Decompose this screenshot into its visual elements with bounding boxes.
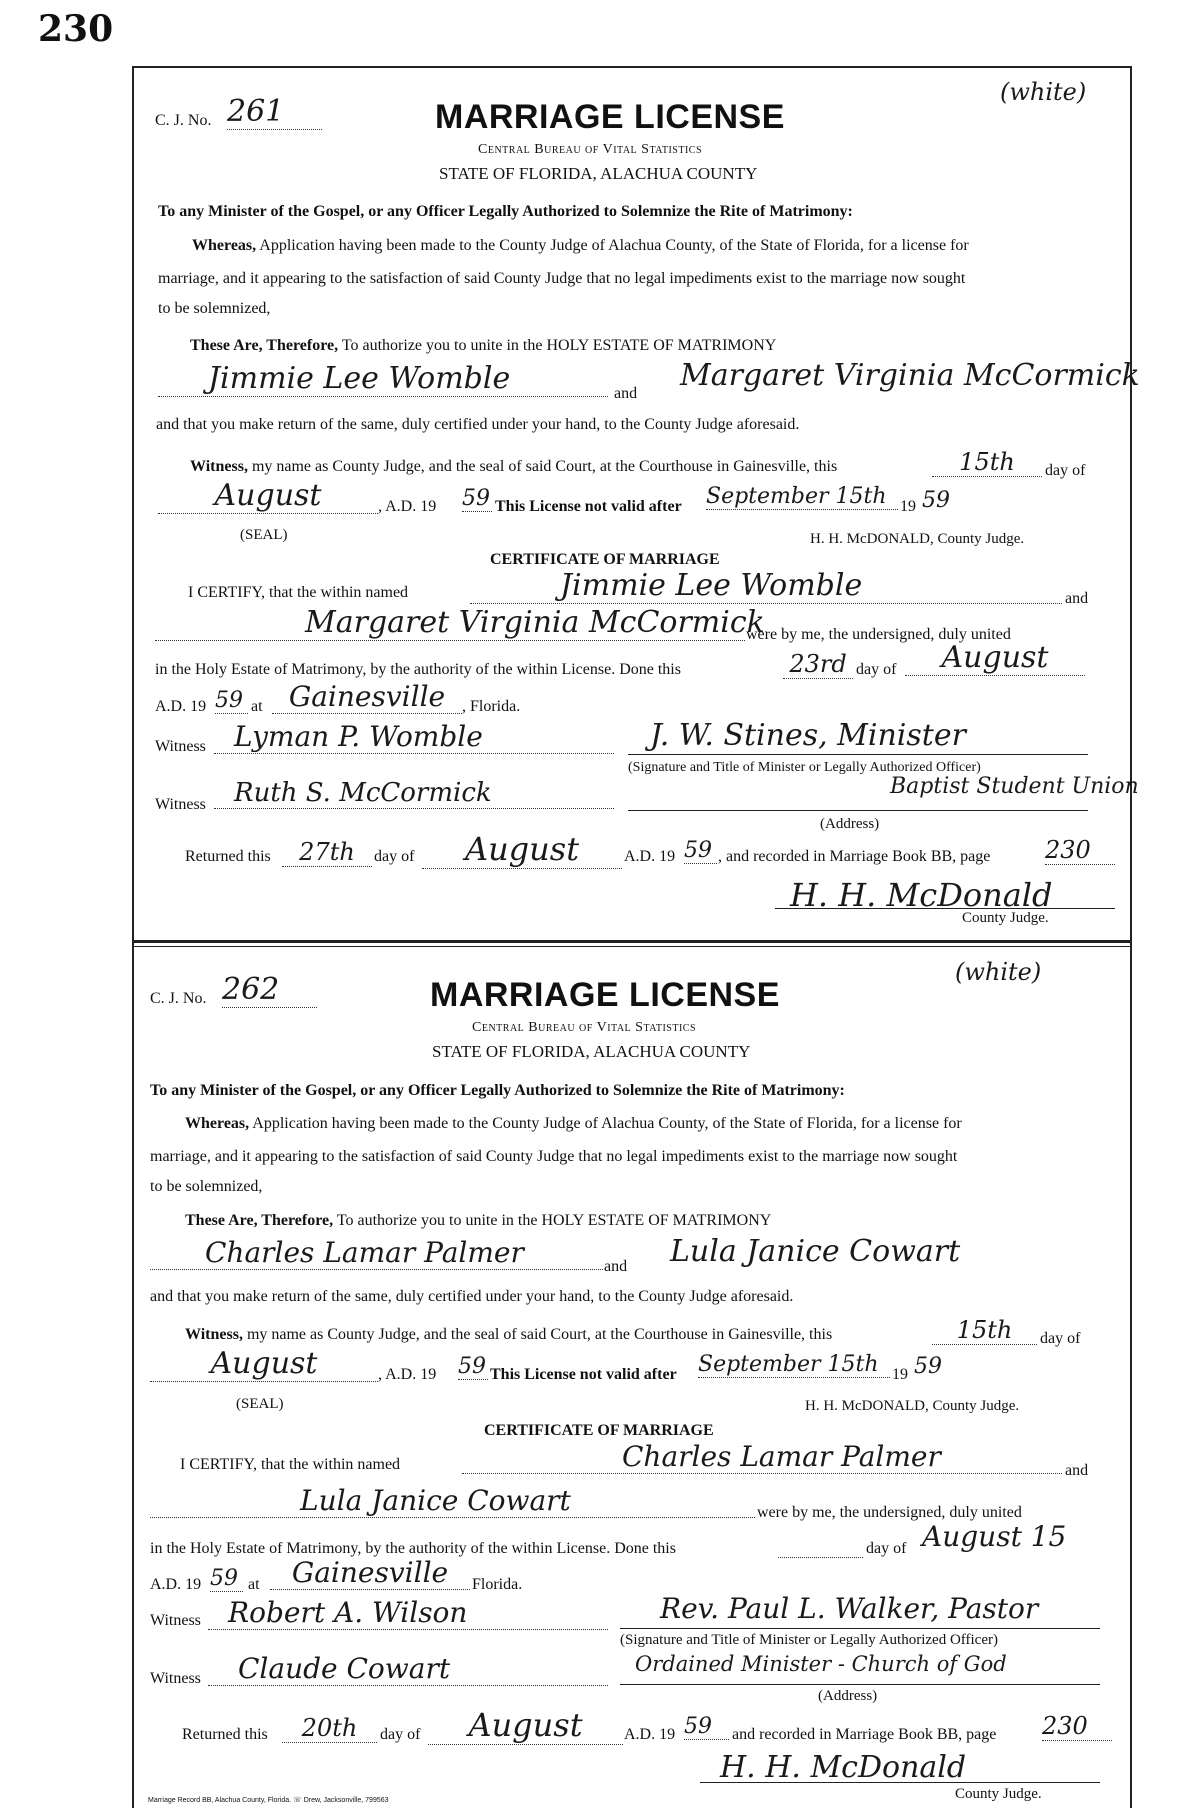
state-county: STATE OF FLORIDA, ALACHUA COUNTY	[439, 164, 758, 183]
signature-caption: (Signature and Title of Minister or Legally Authorized Officer)	[628, 760, 981, 775]
race-note: (white)	[955, 958, 1042, 986]
not-valid-label: This License not valid after	[490, 1366, 677, 1383]
groom-name: Charles Lamar Palmer	[150, 1236, 603, 1270]
done-day: 23rd	[783, 650, 853, 679]
witness1-signature: Lyman P. Womble	[214, 720, 614, 754]
done-day-of: day of	[866, 1540, 907, 1557]
issue-day: 15th	[932, 448, 1042, 477]
witness2-signature: Claude Cowart	[208, 1652, 608, 1686]
whereas-line-1: Whereas, Application having been made to the County Judge of Alachua County, of the State of Florida, for a license for	[192, 237, 969, 254]
witness1-label: Witness	[155, 738, 206, 755]
and-word: and	[604, 1258, 628, 1275]
whereas-line-3: to be solemnized,	[158, 300, 271, 317]
day-of-label: day of	[1045, 462, 1086, 479]
cj-number-label: C. J. No.	[155, 112, 212, 129]
ad-label: , A.D. 19	[378, 1366, 437, 1383]
at-label: at	[248, 1576, 260, 1593]
section-divider-thin	[132, 946, 1130, 947]
address-rule	[628, 810, 1088, 811]
these-are-line: These Are, Therefore, To authorize you to unite in the HOLY ESTATE OF MATRIMONY	[190, 337, 777, 354]
returned-year: 59	[684, 1714, 729, 1740]
county-judge-label: County Judge.	[962, 910, 1049, 926]
whereas-line-1: Whereas, Application having been made to the County Judge of Alachua County, of the State of Florida, for a license for	[185, 1115, 962, 1132]
expiry-date: September 15th	[706, 484, 898, 510]
ad2-label: A.D. 19	[150, 1576, 202, 1593]
seal-label: (SEAL)	[236, 1396, 284, 1412]
state-county: STATE OF FLORIDA, ALACHUA COUNTY	[432, 1042, 751, 1061]
address-line: To any Minister of the Gospel, or any Officer Legally Authorized to Solemnize the Rite of Matrimony:	[150, 1082, 845, 1099]
judge-rule	[700, 1782, 1100, 1783]
address-rule	[620, 1684, 1100, 1685]
officiant-rule	[620, 1628, 1100, 1629]
issue-day: 15th	[932, 1316, 1037, 1345]
day-of-label: day of	[1040, 1330, 1081, 1347]
judge-signature: H. H. McDonald	[720, 1750, 967, 1785]
florida-label: Florida.	[472, 1576, 523, 1593]
county-judge-label: County Judge.	[955, 1786, 1042, 1802]
witness1-signature: Robert A. Wilson	[208, 1596, 608, 1630]
marriage-place: Gainesville	[270, 1556, 470, 1590]
printer-footer: Marriage Record BB, Alachua County, Florida. ☏ Drew, Jacksonville, 799563	[148, 1797, 389, 1804]
done-month: August	[905, 640, 1085, 676]
judge-rule	[775, 908, 1115, 909]
officiant-address: Ordained Minister - Church of God	[635, 1652, 1007, 1676]
cert-groom-name: Jimmie Lee Womble	[470, 568, 1062, 604]
expiry-century: 19	[900, 498, 916, 515]
returned-label: Returned this	[182, 1726, 268, 1743]
address-caption: (Address)	[818, 1688, 878, 1704]
returned-day-of: day of	[374, 848, 415, 865]
expiry-century: 19	[892, 1366, 908, 1383]
officiant-signature: Rev. Paul L. Walker, Pastor	[660, 1592, 1039, 1625]
returned-ad: A.D. 19	[624, 1726, 676, 1743]
cj-number: 261	[227, 94, 322, 130]
officiant-rule	[628, 754, 1088, 755]
return-instruction: and that you make return of the same, duly certified under your hand, to the County Judge aforesaid.	[156, 416, 800, 433]
book-page: 230	[1042, 1712, 1112, 1741]
done-year: 59	[215, 688, 248, 714]
license-title: MARRIAGE LICENSE	[430, 976, 780, 1014]
done-month: August 15	[922, 1520, 1067, 1553]
expiry-year: 59	[914, 1354, 942, 1379]
done-day-of: day of	[856, 661, 897, 678]
at-label: at	[251, 698, 263, 715]
certify-label: I CERTIFY, that the within named	[188, 584, 409, 601]
done-day-blank	[778, 1556, 863, 1558]
recorded-text: and recorded in Marriage Book BB, page	[732, 1726, 997, 1743]
groom-name: Jimmie Lee Womble	[158, 361, 608, 397]
bureau-name: Central Bureau of Vital Statistics	[472, 1020, 697, 1035]
witness2-label: Witness	[155, 796, 206, 813]
holy-estate-text: in the Holy Estate of Matrimony, by the authority of the within License. Done this	[155, 661, 681, 678]
judge-signature: H. H. McDonald	[790, 876, 1053, 914]
witness1-label: Witness	[150, 1612, 201, 1629]
officiant-signature: J. W. Stines, Minister	[650, 718, 966, 753]
returned-label: Returned this	[185, 848, 271, 865]
whereas-line-3: to be solemnized,	[150, 1178, 263, 1195]
witness2-signature: Ruth S. McCormick	[214, 778, 614, 809]
witness-clause: Witness, my name as County Judge, and the seal of said Court, at the Courthouse in Gainesville, this	[185, 1326, 833, 1343]
cj-number: 262	[222, 972, 317, 1008]
florida-label: , Florida.	[462, 698, 521, 715]
section-divider	[132, 940, 1130, 943]
whereas-line-2: marriage, and it appearing to the satisfaction of said County Judge that no legal impediments exist to the marriage now sought	[150, 1148, 958, 1165]
book-page: 230	[1045, 836, 1115, 865]
not-valid-label: This License not valid after	[495, 498, 682, 515]
ad-label: , A.D. 19	[378, 498, 437, 515]
returned-day-of: day of	[380, 1726, 421, 1743]
cert-groom-name: Charles Lamar Palmer	[462, 1440, 1062, 1474]
bureau-name: Central Bureau of Vital Statistics	[478, 142, 703, 157]
officiant-address: Baptist Student Union	[890, 774, 1139, 799]
license-title: MARRIAGE LICENSE	[435, 98, 785, 136]
and-word-cert: and	[1065, 1462, 1089, 1479]
cert-bride-name: Lula Janice Cowart	[150, 1484, 755, 1518]
witness2-label: Witness	[150, 1670, 201, 1687]
whereas-line-2: marriage, and it appearing to the satisfaction of said County Judge that no legal impediments exist to the marriage now sought	[158, 270, 966, 287]
holy-estate-text: in the Holy Estate of Matrimony, by the authority of the within License. Done this	[150, 1540, 676, 1557]
page-number: 230	[38, 8, 114, 50]
ad2-label: A.D. 19	[155, 698, 207, 715]
these-are-line: These Are, Therefore, To authorize you to unite in the HOLY ESTATE OF MATRIMONY	[185, 1212, 772, 1229]
returned-year: 59	[684, 838, 717, 864]
judge-line: H. H. McDONALD, County Judge.	[810, 531, 1025, 547]
certificate-title: CERTIFICATE OF MARRIAGE	[484, 1422, 714, 1439]
cert-bride-name: Margaret Virginia McCormick	[155, 605, 745, 641]
done-year: 59	[210, 1566, 243, 1592]
expiry-date: September 15th	[698, 1352, 890, 1378]
returned-month: August	[428, 1706, 623, 1745]
expiry-year: 59	[922, 488, 950, 513]
address-caption: (Address)	[820, 816, 880, 832]
marriage-place: Gainesville	[272, 680, 462, 714]
issue-month: August	[158, 478, 378, 514]
issue-month: August	[150, 1346, 378, 1382]
issue-year: 59	[458, 1354, 486, 1379]
returned-ad: A.D. 19	[624, 848, 676, 865]
return-instruction: and that you make return of the same, duly certified under your hand, to the County Judge aforesaid.	[150, 1288, 794, 1305]
returned-day: 20th	[282, 1714, 377, 1743]
and-word: and	[614, 385, 638, 402]
judge-line: H. H. McDONALD, County Judge.	[805, 1398, 1020, 1414]
bride-name: Lula Janice Cowart	[670, 1234, 961, 1269]
bride-name: Margaret Virginia McCormick	[680, 358, 1140, 393]
certify-label: I CERTIFY, that the within named	[180, 1456, 401, 1473]
seal-label: (SEAL)	[240, 527, 288, 543]
united-text: were by me, the undersigned, duly united	[746, 626, 1011, 643]
race-note: (white)	[1000, 78, 1087, 106]
and-word-cert: and	[1065, 590, 1089, 607]
address-line: To any Minister of the Gospel, or any Officer Legally Authorized to Solemnize the Rite of Matrimony:	[158, 203, 853, 220]
united-text: were by me, the undersigned, duly united	[757, 1504, 1022, 1521]
cj-number-label: C. J. No.	[150, 990, 207, 1007]
issue-year: 59	[462, 486, 490, 511]
returned-month: August	[422, 830, 622, 869]
certificate-title: CERTIFICATE OF MARRIAGE	[490, 551, 720, 568]
signature-caption: (Signature and Title of Minister or Legally Authorized Officer)	[620, 1632, 998, 1648]
returned-day: 27th	[282, 838, 372, 867]
recorded-text: , and recorded in Marriage Book BB, page	[718, 848, 991, 865]
witness-clause: Witness, my name as County Judge, and the seal of said Court, at the Courthouse in Gainesville, this	[190, 458, 838, 475]
